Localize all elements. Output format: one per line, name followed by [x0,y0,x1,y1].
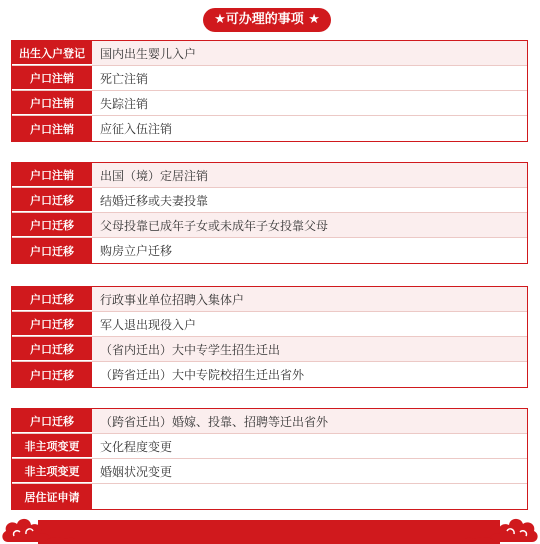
service-item: 死亡注销 [92,66,527,90]
category-label: 出生入户登记 [12,41,92,65]
left-cloud-ornament-icon [0,512,80,544]
service-item: 婚姻状况变更 [92,459,527,483]
service-item: 父母投靠已成年子女或未成年子女投靠父母 [92,213,527,237]
service-item: 出国（境）定居注销 [92,163,527,187]
service-group-1 [11,40,528,142]
table-row [12,163,527,188]
category-label: 户口迁移 [12,188,92,212]
table-row [12,409,527,434]
service-item: 文化程度变更 [92,434,527,458]
table-row [12,287,527,312]
category-label: 户口迁移 [12,287,92,311]
table-row [12,66,527,91]
category-label: 户口注销 [12,116,92,141]
category-label: 户口注销 [12,91,92,115]
service-item: （跨省迁出）婚嫁、投靠、招聘等迁出省外 [92,409,527,433]
table-row [12,312,527,337]
category-label: 非主项变更 [12,434,92,458]
category-label: 户口迁移 [12,409,92,433]
table-row [12,213,527,238]
category-label: 居住证申请 [12,484,92,509]
table-row [12,484,527,509]
table-row [12,188,527,213]
service-group-3 [11,286,528,388]
service-item: 军人退出现役入户 [92,312,527,336]
right-cloud-ornament-icon [460,512,540,544]
category-label: 户口注销 [12,66,92,90]
service-group-4 [11,408,528,510]
table-row [12,41,527,66]
table-row [12,91,527,116]
service-item: 行政事业单位招聘入集体户 [92,287,527,311]
category-label: 户口迁移 [12,337,92,361]
table-row [12,459,527,484]
category-label: 非主项变更 [12,459,92,483]
service-item: 国内出生婴儿入户 [92,41,527,65]
category-label: 户口迁移 [12,238,92,263]
table-row [12,116,527,141]
service-item: 购房立户迁移 [92,238,527,263]
table-row [12,337,527,362]
service-item: 应征入伍注销 [92,116,527,141]
category-label: 户口迁移 [12,362,92,387]
service-item [92,484,527,509]
service-item: 失踪注销 [92,91,527,115]
footer-red-bar [38,520,500,544]
table-row [12,434,527,459]
category-label: 户口迁移 [12,213,92,237]
category-label: 户口迁移 [12,312,92,336]
service-item: （省内迁出）大中专学生招生迁出 [92,337,527,361]
service-item: （跨省迁出）大中专院校招生迁出省外 [92,362,527,387]
service-item: 结婚迁移或夫妻投靠 [92,188,527,212]
table-row [12,238,527,263]
section-title: ★可办理的事项 ★ [203,8,331,32]
table-row [12,362,527,387]
service-group-2 [11,162,528,264]
category-label: 户口注销 [12,163,92,187]
